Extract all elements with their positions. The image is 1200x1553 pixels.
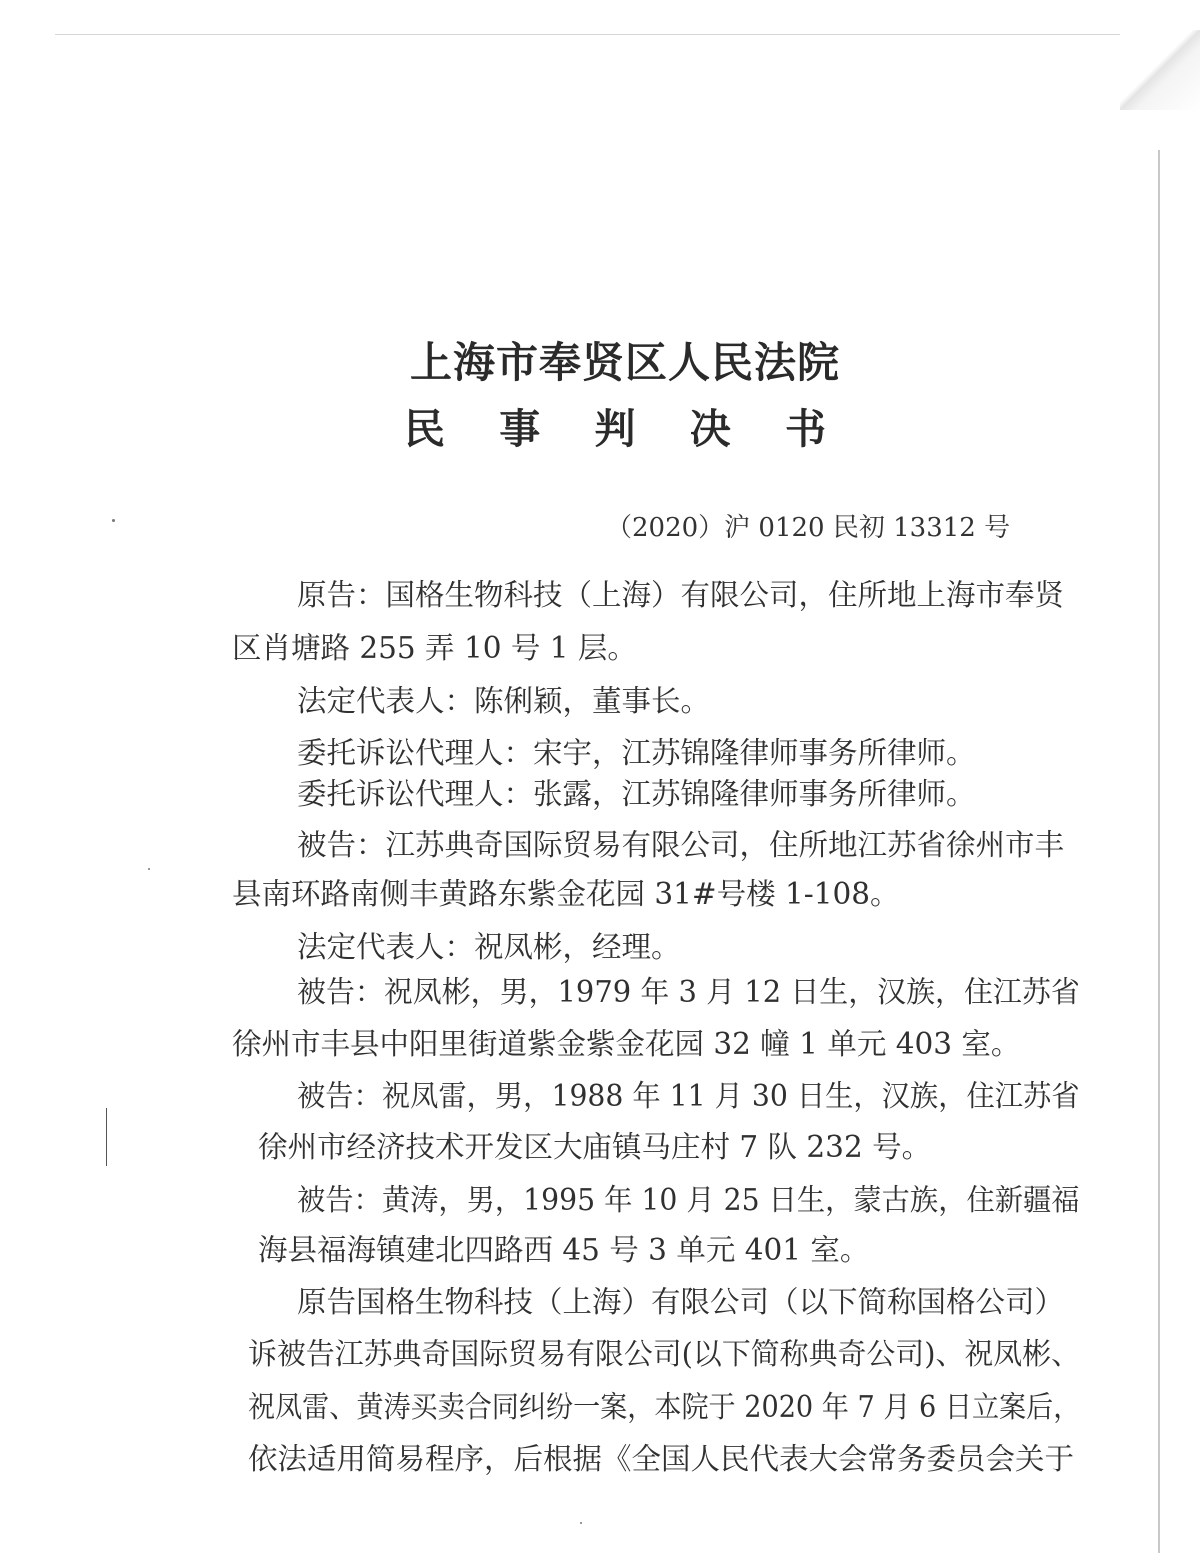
- case-summary-line-1: 原告国格生物科技（上海）有限公司（以下简称国格公司）: [297, 1285, 1065, 1319]
- plaintiff-line-1: 原告：国格生物科技（上海）有限公司，住所地上海市奉贤: [297, 578, 1065, 612]
- defendant-3-line-2: 徐州市经济技术开发区大庙镇马庄村 7 队 232 号。: [258, 1130, 932, 1164]
- scan-speck: [112, 519, 115, 522]
- defendant-company-line-2: 县南环路南侧丰黄路东紫金花园 31#号楼 1-108。: [232, 877, 900, 911]
- defendant-4-line-1: 被告：黄涛，男，1995 年 10 月 25 日生，蒙古族，住新疆福: [297, 1183, 1080, 1217]
- plaintiff-agent-2: 委托诉讼代理人：张露，江苏锦隆律师事务所律师。: [297, 777, 976, 811]
- defendant-3-line-1: 被告：祝凤雷，男，1988 年 11 月 30 日生，汉族，住江苏省: [297, 1079, 1080, 1113]
- plaintiff-agent-1: 委托诉讼代理人：宋宇，江苏锦隆律师事务所律师。: [297, 736, 976, 770]
- case-number: （2020）沪 0120 民初 13312 号: [606, 513, 1011, 543]
- case-summary-line-4: 依法适用简易程序，后根据《全国人民代表大会常务委员会关于: [248, 1442, 1075, 1476]
- court-name: 上海市奉贤区人民法院: [409, 338, 840, 387]
- scan-speck: [148, 868, 150, 870]
- defendant-representative: 法定代表人：祝凤彬，经理。: [297, 930, 681, 964]
- defendant-2-line-1: 被告：祝凤彬，男，1979 年 3 月 12 日生，汉族，住江苏省: [297, 975, 1080, 1009]
- defendant-4-line-2: 海县福海镇建北四路西 45 号 3 单元 401 室。: [258, 1233, 870, 1267]
- scan-speck: [580, 1522, 582, 1524]
- scan-page-corner: [1120, 30, 1200, 110]
- case-summary-line-2: 诉被告江苏典奇国际贸易有限公司(以下简称典奇公司)、祝凤彬、: [248, 1337, 1081, 1371]
- defendant-company-line-1: 被告：江苏典奇国际贸易有限公司，住所地江苏省徐州市丰: [297, 828, 1065, 862]
- plaintiff-line-2: 区肖塘路 255 弄 10 号 1 层。: [232, 631, 637, 665]
- scan-margin-mark: [106, 1108, 107, 1166]
- scan-edge-top: [55, 34, 1155, 35]
- case-summary-line-3: 祝凤雷、黄涛买卖合同纠纷一案，本院于 2020 年 7 月 6 日立案后，: [248, 1390, 1081, 1424]
- defendant-2-line-2: 徐州市丰县中阳里街道紫金紫金花园 32 幢 1 单元 403 室。: [232, 1027, 1021, 1061]
- document-type: 民 事 判 决 书: [403, 405, 847, 453]
- plaintiff-representative: 法定代表人：陈俐颖，董事长。: [297, 684, 711, 718]
